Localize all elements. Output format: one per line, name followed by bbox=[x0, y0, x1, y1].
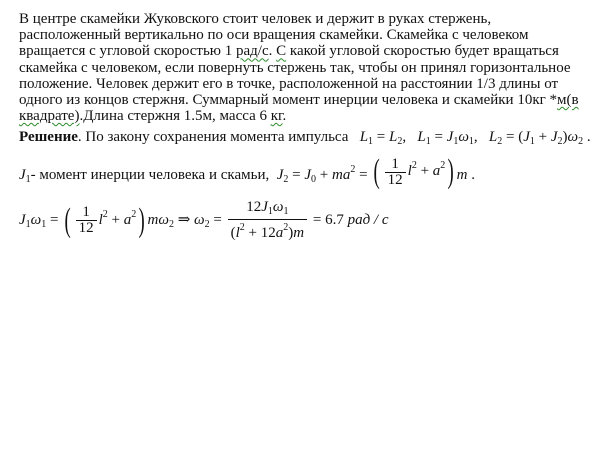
j2-formula-rhs: $l^2 + a^2$ bbox=[407, 160, 446, 180]
problem-statement bbox=[19, 11, 589, 124]
inertia-definition-line: $J_1-$ момент инерции человека и скамьи, $J_2 = J_0 + ma^2$ = ( $\frac{1}{12}$ $l^2 + a^2$) m . bbox=[19, 153, 475, 190]
solution-text: . По закону сохранения момента импульса bbox=[77, 129, 349, 145]
s-word: С bbox=[276, 43, 287, 60]
inertia-definition-text: - момент инерции человека и скамьи, bbox=[30, 167, 270, 184]
result-value: 6.7 bbox=[325, 211, 344, 228]
result-formula-lhs: $J_1\omega_1$ = bbox=[19, 211, 63, 230]
result-formula-line: $J_1\omega_1$ = ( $\frac{1}{12}$ $l^2 + a^2$) $m\omega_2$ ⇒ $\omega_2$ = $\frac{12J_1\omega_1}{(l^2 + 12a^2)m}$ = 6.7 рад / с bbox=[19, 199, 389, 241]
j2-formula-lhs: $J_2 = J_0 + ma^2$ = bbox=[272, 164, 372, 186]
fraction-1-12: $\frac{1}{12}$ bbox=[385, 157, 406, 188]
problem-text-1: В центре скамейки Жуковского стоит человек и держит в руках стержень, расположенный вертикально по оси вращения скамейки. Скамейка с человеком вращается с угловой скоростью 1 bbox=[19, 11, 529, 60]
rad-s-unit: рад/с bbox=[236, 43, 269, 60]
problem-text-3: какой угловой скоростью будет вращаться скамейка с человеком, если повернуть стержень так, чтобы он принял горизонтальное положение. Человек держит его в точке, расположенной на расстоянии 1/3 длины от одного из концов стержня. Суммарный момент инерции человека и скамейки 10кг * bbox=[19, 43, 571, 109]
kg-unit: кг bbox=[270, 108, 283, 125]
solution-line bbox=[19, 129, 591, 150]
result-unit: рад / с bbox=[347, 211, 389, 228]
problem-text-2: . bbox=[268, 43, 277, 60]
fraction-1-12-b: $\frac{1}{12}$ bbox=[76, 205, 97, 236]
omega2-fraction: $\frac{12J_1\omega_1}{(l^2 + 12a^2)m}$ bbox=[228, 200, 307, 241]
problem-text-5: . bbox=[282, 108, 287, 125]
solution-label: Решение bbox=[19, 129, 78, 145]
problem-text-4: .Длина стержня 1.5м, масса 6 bbox=[79, 108, 271, 125]
m-squared-note: м(в квадрате) bbox=[19, 92, 579, 125]
j1-symbol: $J_1$ bbox=[19, 167, 31, 186]
momentum-conservation-formula: $L_1 = L_2$, $L_1 = J_1\omega_1$, $L_2 = (J_1 + J_2)\omega_2$ . bbox=[352, 129, 591, 147]
